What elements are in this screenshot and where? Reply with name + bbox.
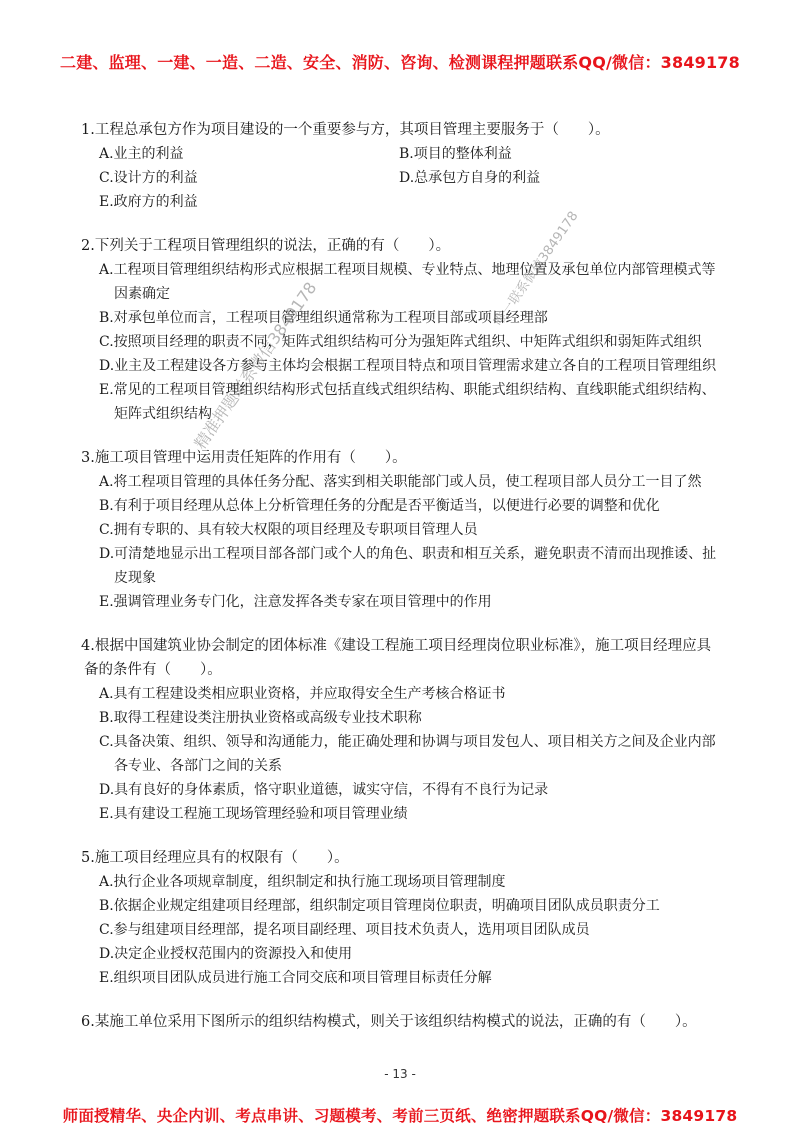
page-number: - 13 - [384,1067,416,1081]
watermark-left: 精准押题联系微信3849178 [190,278,321,453]
question-2 [81,234,724,426]
option-e: E.常见的工程项目管理组织结构形式包括直线式组织结构、职能式组织结构、直线职能式组织结构、矩阵式组织结构 [99,382,716,422]
option-d: D.具有良好的身体素质，恪守职业道德，诚实守信，不得有不良行为记录 [99,782,549,798]
option-a: A.具有工程建设类相应职业资格，并应取得安全生产考核合格证书 [99,686,506,702]
option-c: C.具备决策、组织、领导和沟通能力，能正确处理和协调与项目发包人、项目相关方之间及企业内部各专业、各部门之间的关系 [99,734,716,774]
option-b: B.项目的整体利益 [399,146,512,162]
option-b: B.取得工程建设类注册执业资格或高级专业技术职称 [99,710,422,726]
option-e: E.强调管理业务专门化，注意发挥各类专家在项目管理中的作用 [99,594,492,610]
question-4 [81,634,724,826]
question-stem: 2.下列关于工程项目管理组织的说法，正确的有（ ）。 [81,238,451,254]
option-d: D.总承包方自身的利益 [399,170,541,186]
question-5 [81,846,724,990]
option-b: B.对承包单位而言，工程项目管理组织通常称为工程项目部或项目经理部 [99,310,548,326]
option-c: C.拥有专职的、具有较大权限的项目经理及专职项目管理人员 [99,522,478,538]
option-e: E.政府方的利益 [99,194,198,210]
watermark-right: 唯一联系微信3849178 [491,208,582,329]
question-stem: 1.工程总承包方作为项目建设的一个重要参与方，其项目管理主要服务于（ ）。 [81,122,610,138]
footer-banner: 师面授精华、央企内训、考点串讲、习题模考、考前三页纸、绝密押题联系QQ/微信：3849178 [62,1107,738,1125]
question-3 [81,446,724,614]
question-stem: 6.某施工单位采用下图所示的组织结构模式，则关于该组织结构模式的说法，正确的有（ ）。 [81,1014,697,1030]
option-b: B.依据企业规定组建项目经理部，组织制定项目管理岗位职责，明确项目团队成员职责分工 [99,898,660,914]
option-c: C.按照项目经理的职责不同，矩阵式组织结构可分为强矩阵式组织、中矩阵式组织和弱矩阵式组织 [99,334,702,350]
option-d: D.决定企业授权范围内的资源投入和使用 [99,946,353,962]
option-a: A.业主的利益 [99,146,184,162]
option-c: C.参与组建项目经理部，提名项目副经理、项目技术负责人，选用项目团队成员 [99,922,590,938]
question-stem: 4.根据中国建筑业协会制定的团体标准《建设工程施工项目经理岗位职业标准》，施工项目经理应具备的条件有（ ）。 [81,638,712,678]
option-d: D.可清楚地显示出工程项目部各部门或个人的角色、职责和相互关系，避免职责不清而出现推诿、扯皮现象 [99,546,717,586]
question-1 [81,118,724,214]
option-e: E.组织项目团队成员进行施工合同交底和项目管理目标责任分解 [99,970,492,986]
option-a: A.执行企业各项规章制度，组织制定和执行施工现场项目管理制度 [99,874,506,890]
option-d: D.业主及工程建设各方参与主体均会根据工程项目特点和项目管理需求建立各自的工程项目管理组织 [99,358,717,374]
question-list [81,118,724,1054]
question-stem: 5.施工项目经理应具有的权限有（ ）。 [81,850,349,866]
question-6 [81,1010,724,1034]
option-a: A.工程项目管理组织结构形式应根据工程项目规模、专业特点、地理位置及承包单位内部管理模式等因素确定 [99,262,716,302]
option-e: E.具有建设工程施工现场管理经验和项目管理业绩 [99,806,408,822]
option-b: B.有利于项目经理从总体上分析管理任务的分配是否平衡适当，以便进行必要的调整和优化 [99,498,660,514]
question-stem: 3.施工项目管理中运用责任矩阵的作用有（ ）。 [81,450,407,466]
option-c: C.设计方的利益 [99,170,198,186]
option-a: A.将工程项目管理的具体任务分配、落实到相关职能部门或人员，使工程项目部人员分工一目了然 [99,474,702,490]
header-banner: 二建、监理、一建、一造、二造、安全、消防、咨询、检测课程押题联系QQ/微信：3849178 [60,53,740,72]
